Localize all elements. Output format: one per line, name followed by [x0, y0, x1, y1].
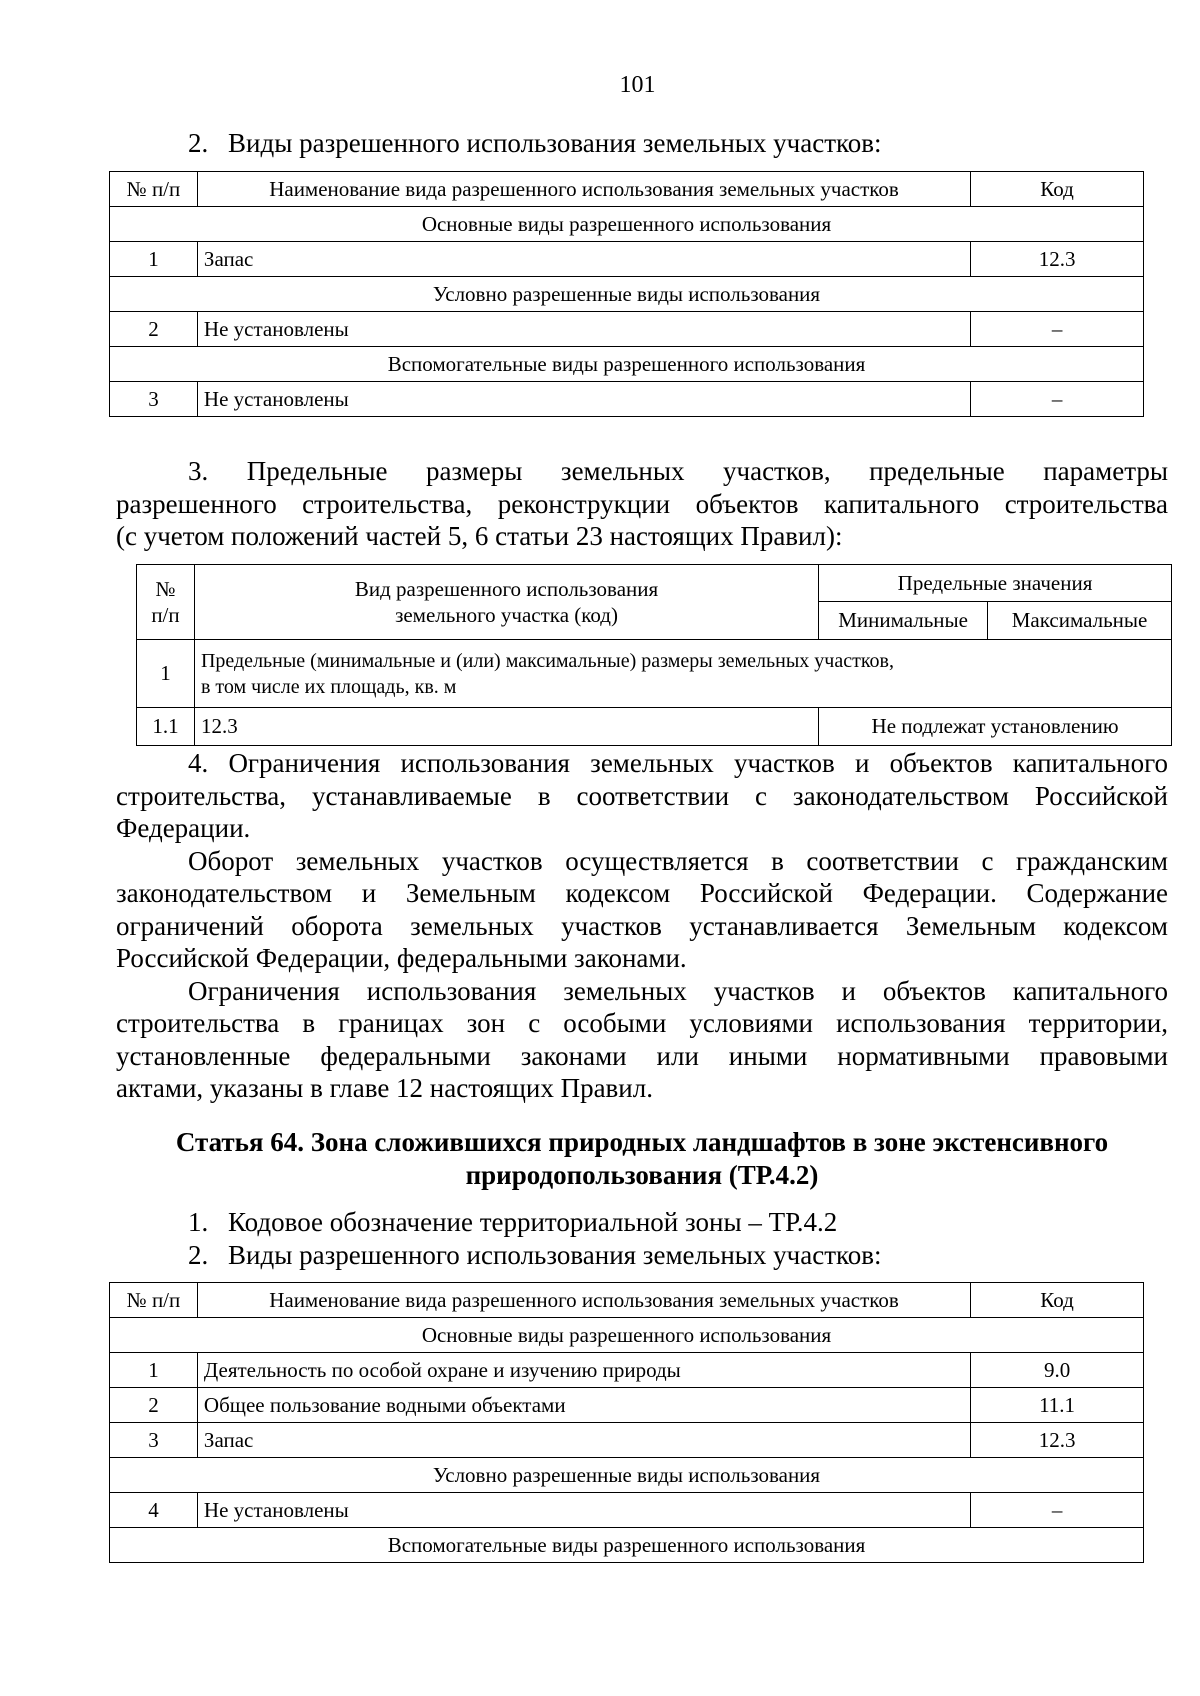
- article-title-line1: Статья 64. Зона сложившихся природных ландшафтов в зоне экстенсивного: [175, 1127, 1109, 1157]
- group-conditional: Условно разрешенные виды использования: [110, 1458, 1144, 1493]
- article-title: [116, 1126, 1168, 1192]
- row-num: 4: [110, 1493, 198, 1528]
- group-conditional: Условно разрешенные виды использования: [110, 277, 1144, 312]
- item-number: 2.: [188, 1240, 209, 1270]
- paragraph-line: установленные федеральными законами или иными нормативными правовыми: [116, 1040, 1168, 1071]
- row-num: 2: [110, 1388, 198, 1423]
- paragraph-line: строительства, устанавливаемые в соответствии с законодательством Российской: [116, 780, 1168, 811]
- paragraph-line: 4. Ограничения использования земельных участков и объектов капитального: [188, 748, 1168, 778]
- row-text-line1: Предельные (минимальные и (или) максимальные) размеры земельных участков,: [200, 649, 894, 672]
- row-num: 2: [110, 312, 198, 347]
- row-name: Не установлены: [197, 382, 970, 417]
- row-value: Не подлежат установлению: [819, 708, 1172, 746]
- table-row: [110, 242, 1144, 277]
- article-item-1: [188, 1207, 837, 1238]
- table-row: [110, 1388, 1144, 1423]
- header-num-line1: №: [155, 577, 176, 601]
- paragraph-line: строительства в границах зон с особыми условиями использования территории,: [116, 1008, 1168, 1038]
- group-row: [110, 1318, 1144, 1353]
- table-row: [137, 640, 1172, 708]
- row-name: Запас: [197, 242, 970, 277]
- header-limits: Предельные значения: [819, 565, 1172, 602]
- table-header-row: [110, 1283, 1144, 1318]
- group-main: Основные виды разрешенного использования: [110, 207, 1144, 242]
- section-heading: [188, 128, 882, 159]
- row-code: –: [971, 312, 1144, 347]
- heading-number: 2.: [188, 128, 209, 158]
- header-type: [194, 565, 818, 640]
- table-row: [110, 312, 1144, 347]
- permitted-use-table-2: [109, 1282, 1144, 1563]
- header-num: № п/п: [110, 1283, 198, 1318]
- header-code: Код: [971, 172, 1144, 207]
- limits-paragraph: [116, 455, 1168, 553]
- header-num-line2: п/п: [151, 603, 180, 627]
- header-num: № п/п: [110, 172, 198, 207]
- group-row: [110, 1458, 1144, 1493]
- row-num: 3: [110, 1423, 198, 1458]
- table-header-row: [110, 172, 1144, 207]
- paragraph-line: Федерации.: [116, 813, 251, 843]
- paragraph-line: законодательством и Земельным кодексом Российской Федерации. Содержание: [116, 878, 1168, 908]
- row-name: Деятельность по особой охране и изучению природы: [197, 1353, 970, 1388]
- article-item-2: [188, 1240, 882, 1271]
- item-text: Кодовое обозначение территориальной зоны – ТР.4.2: [228, 1207, 838, 1237]
- group-row: [110, 277, 1144, 312]
- table-row: [110, 1493, 1144, 1528]
- header-max: Максимальные: [988, 602, 1172, 640]
- restrictions-paragraph: [116, 747, 1168, 1105]
- row-text-line2: в том числе их площадь, кв. м: [200, 675, 457, 698]
- row-code: 12.3: [971, 1423, 1144, 1458]
- row-num: 1: [137, 640, 195, 708]
- article-title-line2: природопользования (ТР.4.2): [465, 1160, 819, 1190]
- header-type-line2: земельного участка (код): [395, 603, 618, 627]
- row-num: 1: [110, 1353, 198, 1388]
- paragraph-line: Оборот земельных участков осуществляется в соответствии с гражданским: [188, 845, 1168, 876]
- table-row: [110, 1353, 1144, 1388]
- row-code: 12.3: [194, 708, 818, 746]
- row-name: Общее пользование водными объектами: [197, 1388, 970, 1423]
- group-row: [110, 347, 1144, 382]
- row-code: –: [971, 382, 1144, 417]
- row-name: Не установлены: [197, 312, 970, 347]
- row-name: Не установлены: [197, 1493, 970, 1528]
- row-num: 1.1: [137, 708, 195, 746]
- paragraph-line: ограничений оборота земельных участков устанавливается Земельным кодексом: [116, 910, 1168, 941]
- row-name: Запас: [197, 1423, 970, 1458]
- row-code: –: [971, 1493, 1144, 1528]
- header-name: Наименование вида разрешенного использования земельных участков: [197, 1283, 970, 1318]
- table-header-row: [137, 565, 1172, 602]
- item-text: Виды разрешенного использования земельных участков:: [228, 1240, 882, 1270]
- paragraph-line: Ограничения использования земельных участков и объектов капитального: [188, 975, 1168, 1006]
- header-code: Код: [971, 1283, 1144, 1318]
- row-code: 12.3: [971, 242, 1144, 277]
- table-row: [110, 1423, 1144, 1458]
- header-min: Минимальные: [819, 602, 988, 640]
- group-auxiliary: Вспомогательные виды разрешенного использования: [110, 347, 1144, 382]
- paragraph-line: 3. Предельные размеры земельных участков, предельные параметры: [188, 456, 1168, 486]
- row-num: 3: [110, 382, 198, 417]
- item-number: 1.: [188, 1207, 209, 1237]
- group-row: [110, 1528, 1144, 1563]
- row-text: [194, 640, 1171, 708]
- permitted-use-table-1: [109, 171, 1144, 417]
- paragraph-line: Российской Федерации, федеральными законами.: [116, 943, 687, 973]
- row-num: 1: [110, 242, 198, 277]
- header-num: [137, 565, 195, 640]
- limits-table: [136, 564, 1172, 746]
- row-code: 9.0: [971, 1353, 1144, 1388]
- paragraph-line: (с учетом положений частей 5, 6 статьи 23 настоящих Правил):: [116, 521, 843, 551]
- table-row: [137, 708, 1172, 746]
- group-row: [110, 207, 1144, 242]
- header-type-line1: Вид разрешенного использования: [354, 577, 659, 601]
- table-row: [110, 382, 1144, 417]
- group-auxiliary: Вспомогательные виды разрешенного использования: [110, 1528, 1144, 1563]
- paragraph-line: актами, указаны в главе 12 настоящих Правил.: [116, 1073, 653, 1103]
- page-number: 101: [619, 72, 656, 98]
- paragraph-line: разрешенного строительства, реконструкции объектов капитального строительства: [116, 488, 1168, 519]
- heading-text: Виды разрешенного использования земельных участков:: [228, 128, 882, 158]
- header-name: Наименование вида разрешенного использования земельных участков: [197, 172, 970, 207]
- group-main: Основные виды разрешенного использования: [110, 1318, 1144, 1353]
- row-code: 11.1: [971, 1388, 1144, 1423]
